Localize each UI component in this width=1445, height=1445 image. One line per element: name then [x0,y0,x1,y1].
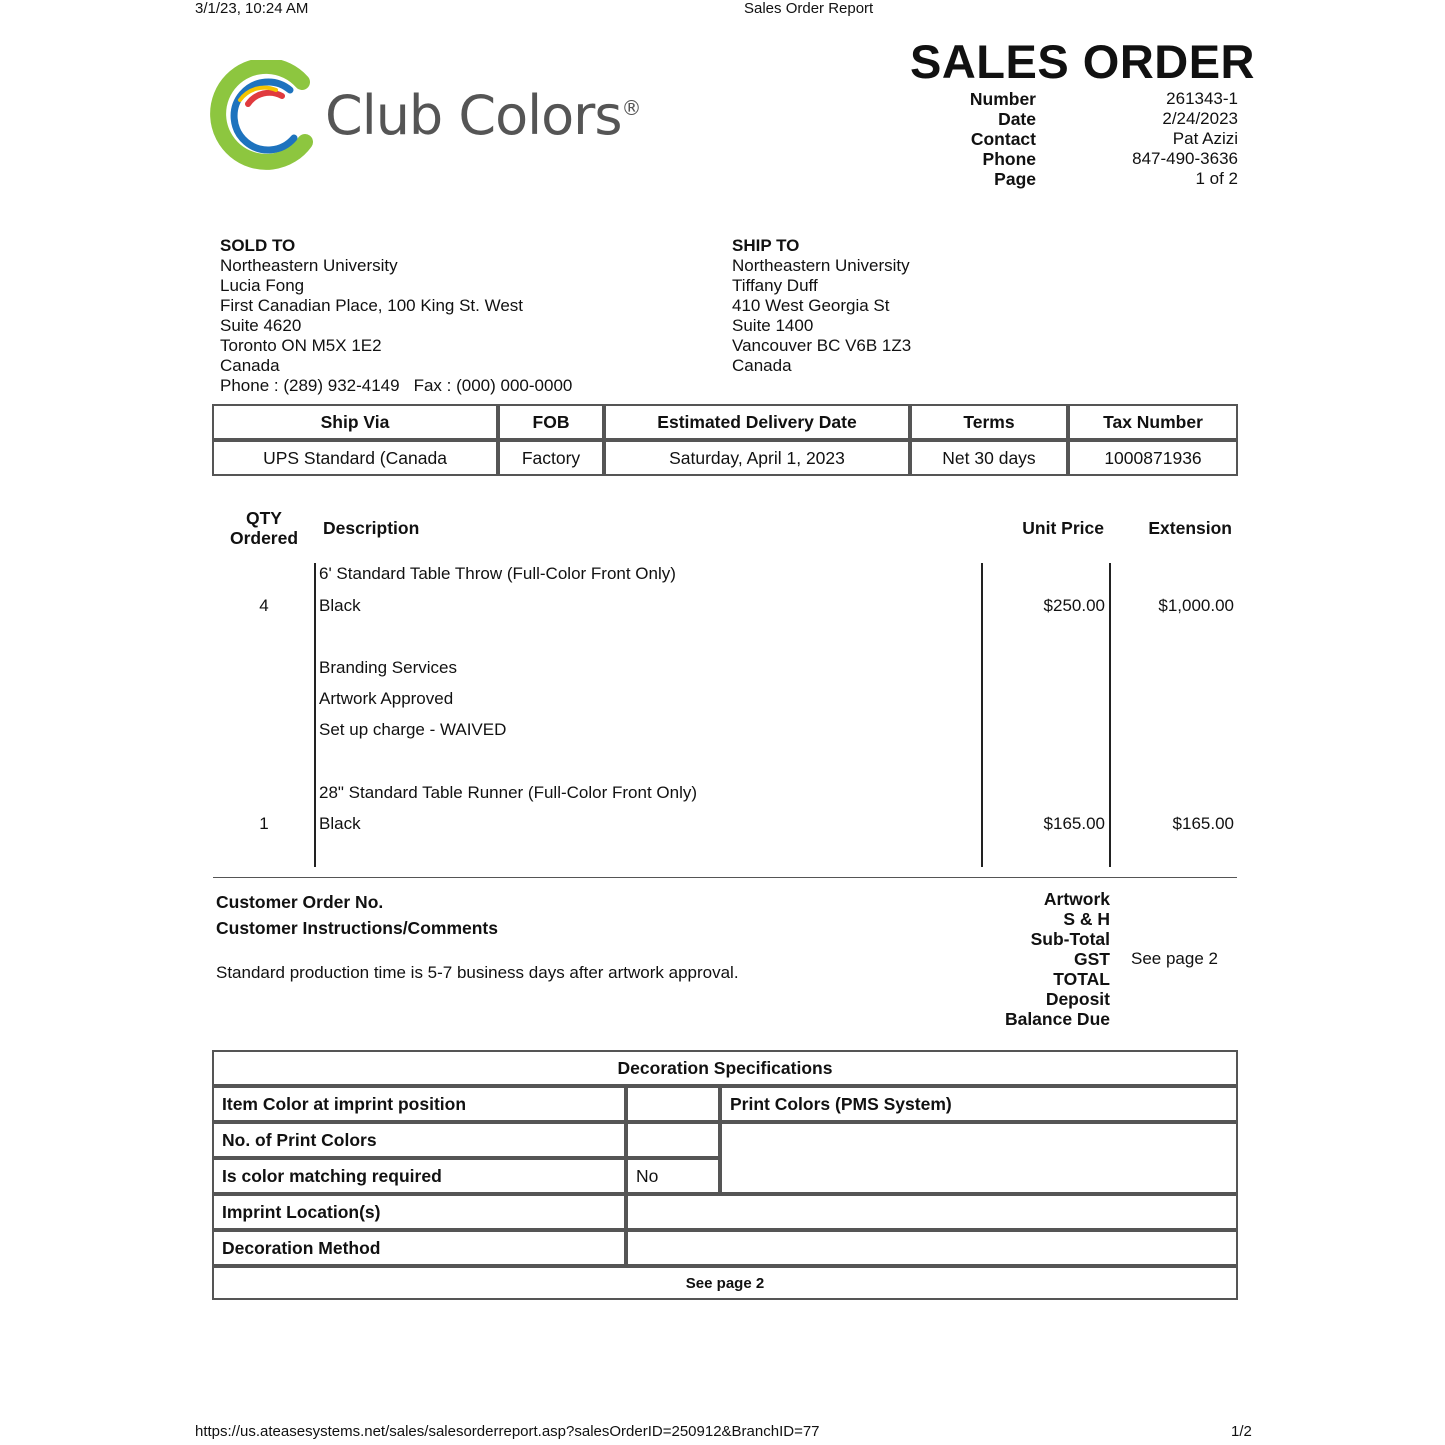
item-description: Set up charge - WAIVED [319,720,507,739]
club-colors-logo-icon [210,60,320,170]
ship-to-line: 410 West Georgia St [732,296,890,315]
order-contact: Pat Azizi [1172,129,1238,148]
shipping-value: 1000871936 [1068,440,1238,476]
customer-instructions-label: Customer Instructions/Comments [216,918,498,938]
decoration-title: Decoration Specifications [212,1050,1238,1086]
column-rule [981,563,983,867]
total-label-subtotal: Sub-Total [1030,929,1110,949]
meta-label-contact: Contact [970,129,1036,149]
order-phone: 847-490-3636 [1132,149,1238,168]
meta-label-date: Date [998,109,1036,129]
sold-to-line: Northeastern University [220,256,398,275]
order-meta-values [1038,89,1238,189]
item-unit-price: $165.00 [1043,814,1105,833]
order-meta-labels [916,89,1036,189]
sold-to-line: Canada [220,356,280,375]
sold-to-line: First Canadian Place, 100 King St. West [220,296,524,315]
ship-to-block [732,236,911,376]
shipping-header: Tax Number [1068,404,1238,440]
order-page: 1 of 2 [1195,169,1238,188]
total-label-sh: S & H [1063,909,1110,929]
totals-see-page-note: See page 2 [1131,949,1218,968]
deco-label-print-colors: Print Colors (PMS System) [720,1086,1238,1122]
shipping-header: Estimated Delivery Date [604,404,910,440]
sold-to-line: Toronto ON M5X 1E2 [220,336,382,355]
decoration-footer-note: See page 2 [212,1266,1238,1300]
ship-to-line: Suite 1400 [732,316,814,335]
order-date: 2/24/2023 [1162,109,1238,128]
item-description: 28" Standard Table Runner (Full-Color Front Only) [319,783,698,802]
print-page-number: 1/2 [1231,1423,1252,1440]
item-description: Black [319,814,361,833]
deco-label-item-color: Item Color at imprint position [212,1086,626,1122]
meta-label-page: Page [994,169,1036,189]
total-label-deposit: Deposit [1045,989,1110,1009]
item-description: Branding Services [319,658,457,677]
customer-order-no-label: Customer Order No. [216,892,384,912]
totals-labels [950,889,1110,1029]
shipping-header: Ship Via [212,404,498,440]
sold-to-line: Suite 4620 [220,316,302,335]
deco-value-print-colors [720,1122,1238,1194]
sold-to-line: Lucia Fong [220,276,305,295]
items-header-unit-price: Unit Price [1022,518,1104,538]
sold-to-heading: SOLD TO [220,236,296,255]
deco-value-imprint-location [626,1194,1238,1230]
order-number: 261343-1 [1166,89,1238,108]
shipping-header: FOB [498,404,604,440]
ship-to-line: Canada [732,356,792,375]
deco-label-imprint-location: Imprint Location(s) [212,1194,626,1230]
sold-to-block [220,236,572,396]
items-header-extension: Extension [1148,518,1232,538]
item-description: 6' Standard Table Throw (Full-Color Front Only) [319,564,676,583]
item-qty: 4 [259,596,269,615]
decoration-table [212,1050,1238,1300]
shipping-value: Factory [498,440,604,476]
deco-label-color-match: Is color matching required [212,1158,626,1194]
shipping-value: Net 30 days [910,440,1068,476]
meta-label-number: Number [969,89,1036,109]
customer-instructions: Standard production time is 5-7 business days after artwork approval. [216,963,739,982]
column-rule [314,563,316,867]
deco-label-num-colors: No. of Print Colors [212,1122,626,1158]
total-label-balance-due: Balance Due [1004,1009,1110,1029]
ship-to-line: Tiffany Duff [732,276,818,295]
print-title: Sales Order Report [744,0,874,17]
item-description: Artwork Approved [319,689,454,708]
total-label-gst: GST [1074,949,1110,969]
total-label-total: TOTAL [1053,969,1110,989]
shipping-table [212,404,1238,476]
document-title: SALES ORDER [910,35,1255,88]
item-unit-price: $250.00 [1043,596,1105,615]
deco-value-color-match: No [626,1158,720,1194]
sold-to-fax: Fax : (000) 000-0000 [413,376,573,395]
items-header-qty: QTY Ordered [229,508,299,548]
shipping-header: Terms [910,404,1068,440]
print-datetime: 3/1/23, 10:24 AM [195,0,309,17]
meta-label-phone: Phone [982,149,1036,169]
item-extension: $165.00 [1172,814,1234,833]
shipping-value: UPS Standard (Canada [212,440,498,476]
print-url: https://us.ateasesystems.net/sales/salesorderreport.asp?salesOrderID=250912&BranchID=77 [195,1423,820,1440]
sold-to-phone: Phone : (289) 932-4149 [220,376,400,395]
shipping-value: Saturday, April 1, 2023 [604,440,910,476]
ship-to-line: Vancouver BC V6B 1Z3 [732,336,912,355]
item-extension: $1,000.00 [1158,596,1234,615]
items-header-description: Description [323,518,420,538]
item-description: Black [319,596,361,615]
deco-value-num-colors [626,1122,720,1158]
total-label-artwork: Artwork [1043,889,1110,909]
item-qty: 1 [259,814,269,833]
items-divider [213,877,1237,878]
column-rule [1109,563,1111,867]
deco-value-method [626,1230,1238,1266]
deco-value-item-color [626,1086,720,1122]
ship-to-heading: SHIP TO [732,236,800,255]
logo-wordmark: Club Colors® [325,84,641,147]
deco-label-method: Decoration Method [212,1230,626,1266]
ship-to-line: Northeastern University [732,256,910,275]
